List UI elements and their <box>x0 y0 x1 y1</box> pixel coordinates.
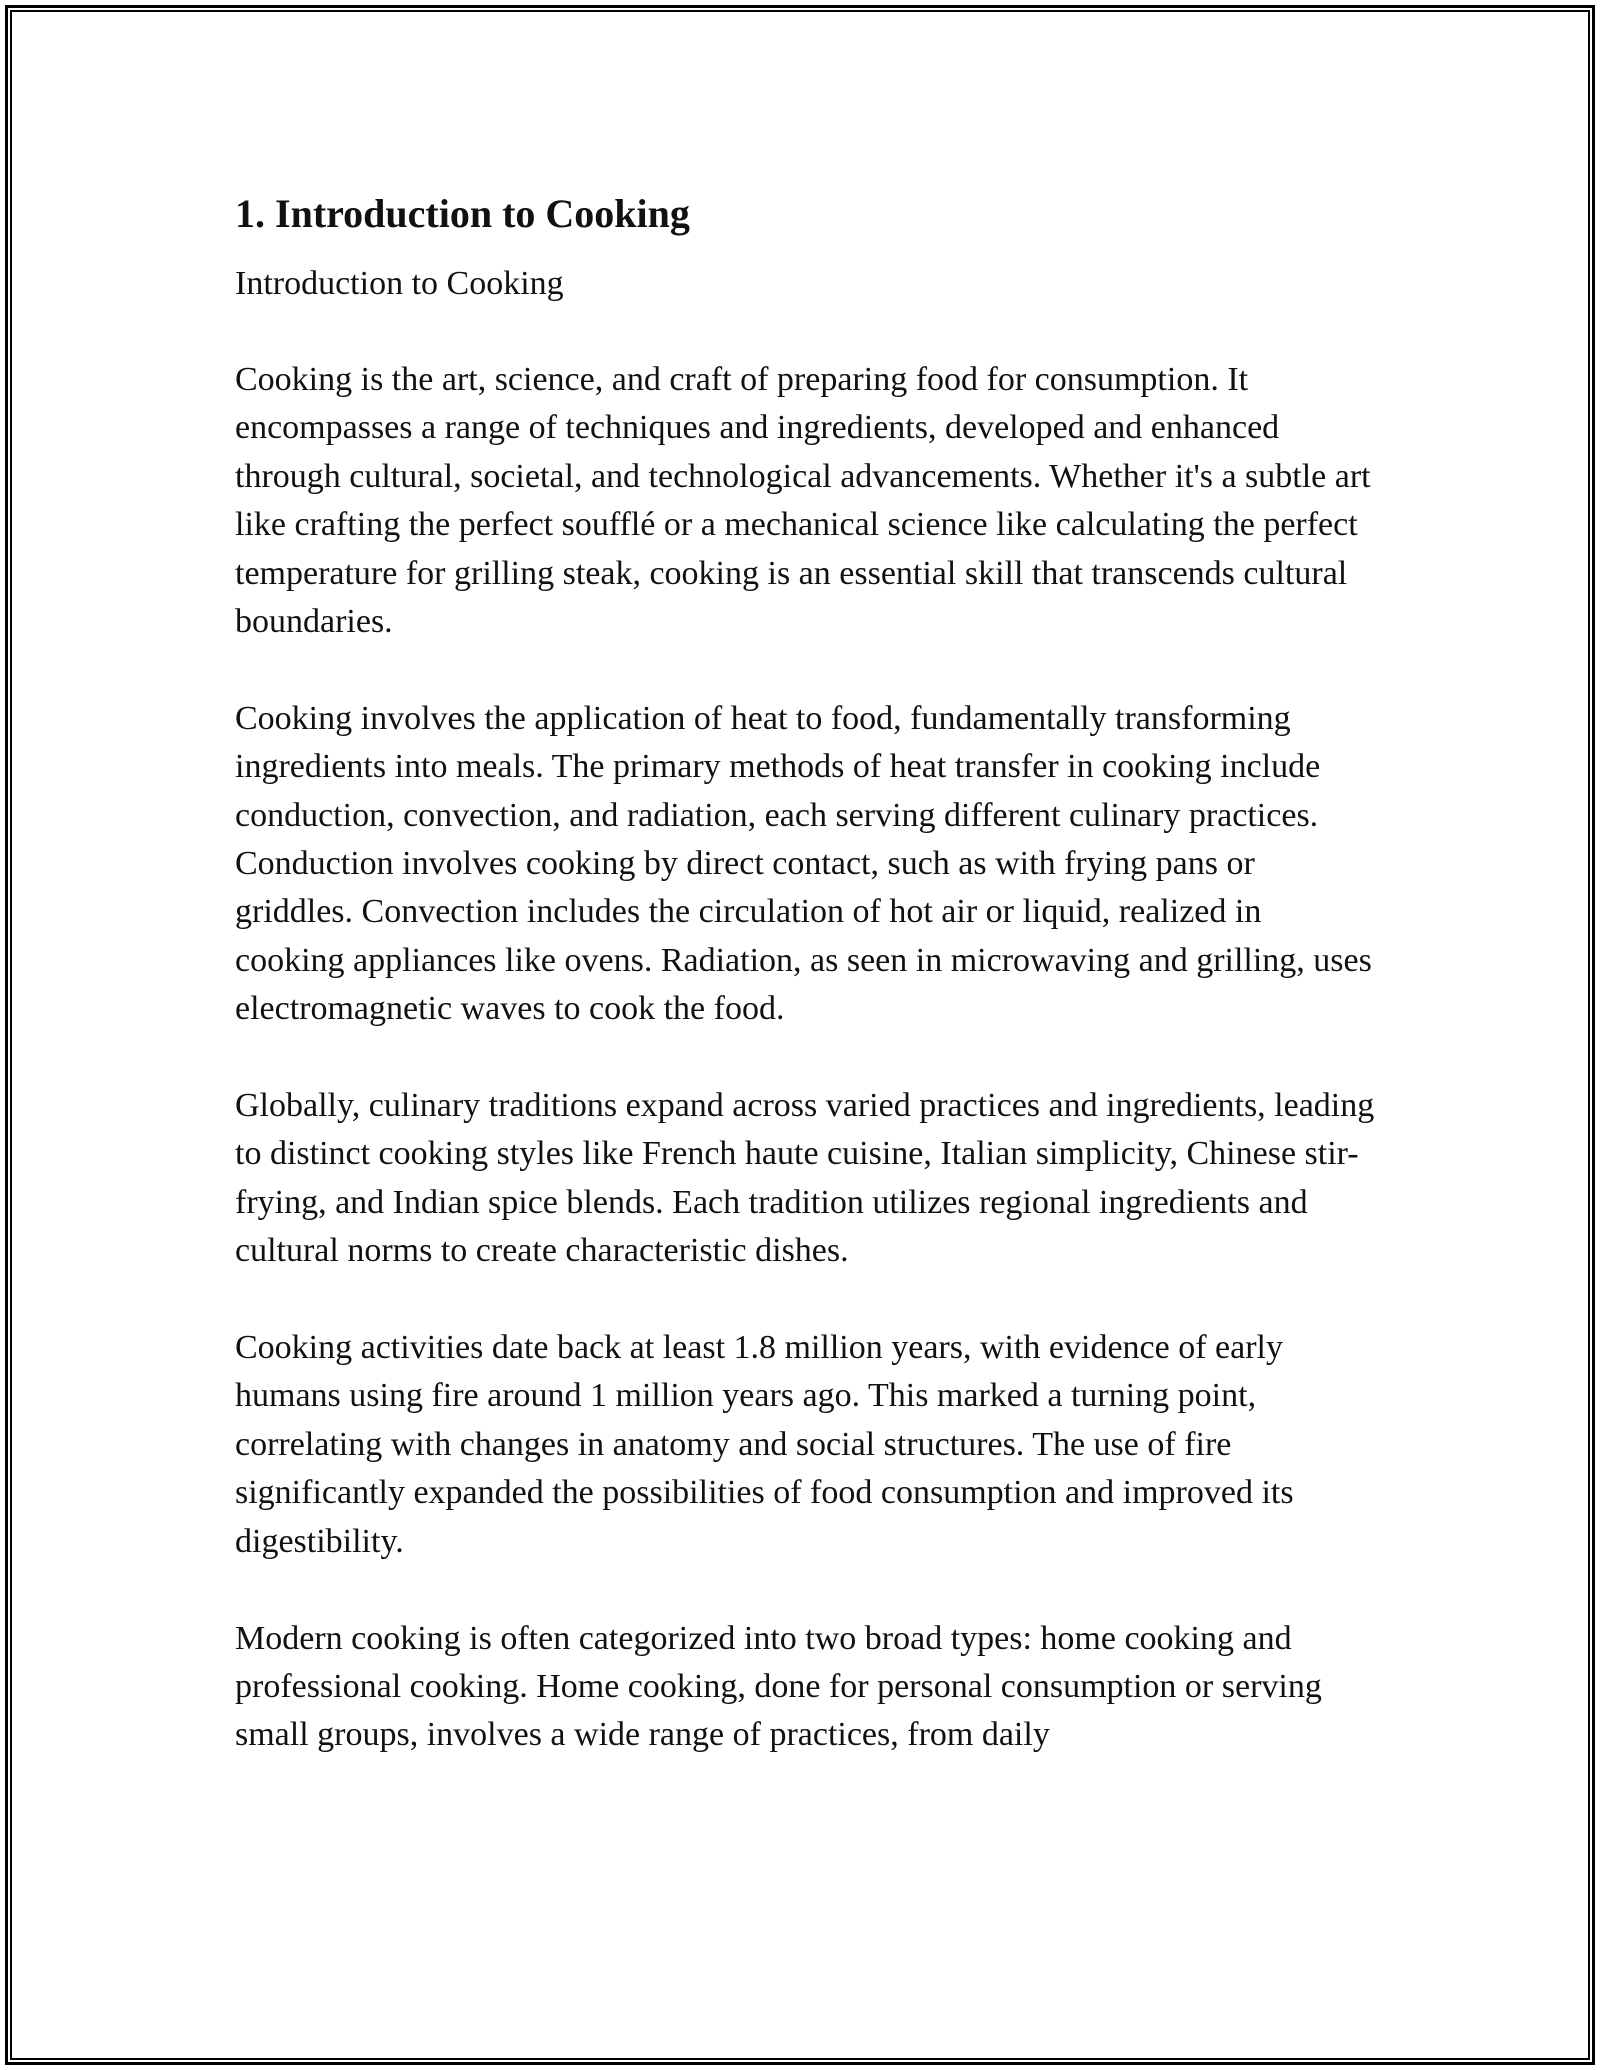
paragraph-heat-transfer: Cooking involves the application of heat to food, fundamentally transforming ingredients into meals. The primary methods of heat transfer in cooking include conduction, convection, and radiation, each serving different culinary practices. Conduction involves cooking by direct contact, such as with frying pans or griddles. Convection includes the circulation of hot air or liquid, realized in cooking appliances like ovens. Radiation, as seen in microwaving and grilling, uses electromagnetic waves to cook the food. <box>235 699 1372 1028</box>
paragraph-cooking-history: Cooking activities date back at least 1.8 million years, with evidence of early humans using fire around 1 million years ago. This marked a turning point, correlating with changes in anatomy and social structures. The use of fire significantly expanded the possibilities of food consumption and improved its digestibility. <box>235 1329 1294 1560</box>
paragraph-culinary-traditions: Globally, culinary traditions expand across varied practices and ingredients, leading to distinct cooking styles like French haute cuisine, Italian simplicity, Chinese stir-frying, and Indian spice blends. Each tradition utilizes regional ingredients and cultural norms to create characteristic dishes. <box>235 1087 1375 1270</box>
paragraph-modern-cooking: Modern cooking is often categorized into two broad types: home cooking and professional cooking. Home cooking, done for personal consumption or serving small groups, involves a wide range of practices, from daily <box>235 1619 1322 1754</box>
document-body <box>235 188 1375 1808</box>
paragraph-cooking-definition: Cooking is the art, science, and craft of preparing food for consumption. It encompasses a range of techniques and ingredients, developed and enhanced through cultural, societal, and technological advancements. Whether it's a subtle art like crafting the perfect soufflé or a mechanical science like calculating the perfect temperature for grilling steak, cooking is an essential skill that transcends cultural boundaries. <box>235 361 1371 641</box>
section-heading: 1. Introduction to Cooking <box>235 191 690 236</box>
section-subtitle: Introduction to Cooking <box>235 265 564 302</box>
